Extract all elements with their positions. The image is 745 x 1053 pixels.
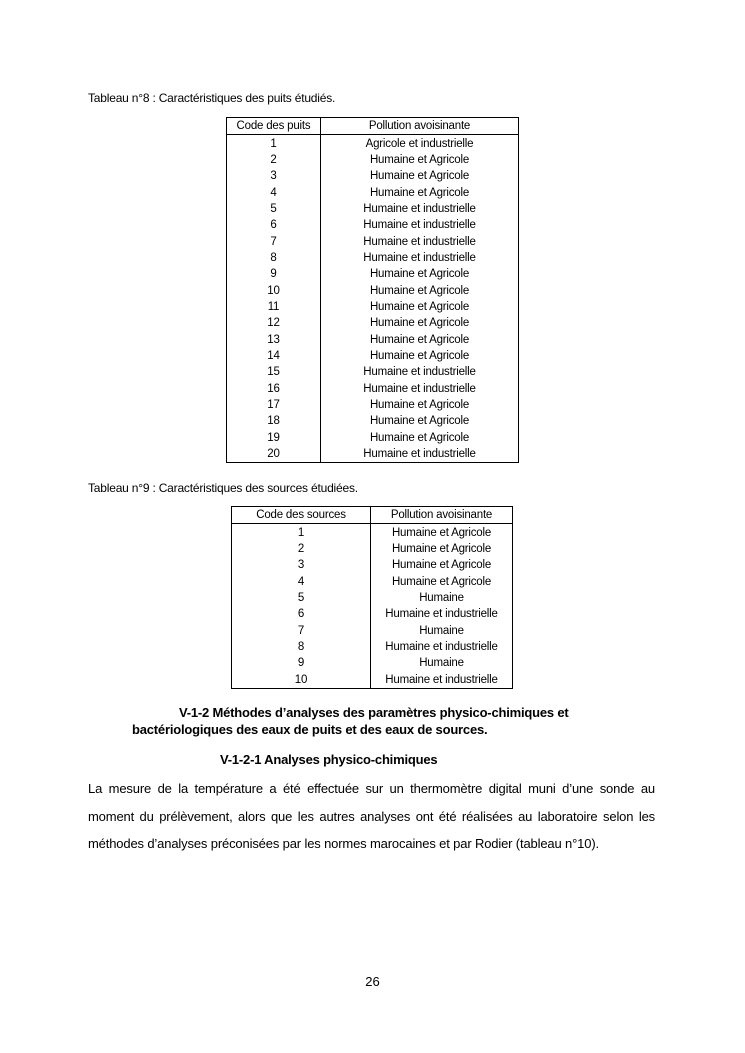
- cell-pollution: Humaine et industrielle: [321, 250, 519, 266]
- table-row: [227, 168, 519, 184]
- table-row: [227, 184, 519, 200]
- cell-code: 1: [232, 524, 371, 541]
- cell-code: 19: [227, 430, 321, 446]
- cell-code: 2: [232, 541, 371, 557]
- cell-code: 9: [232, 655, 371, 671]
- table-row: [232, 639, 513, 655]
- table-row: [227, 250, 519, 266]
- cell-code: 8: [227, 250, 321, 266]
- table-row: [227, 315, 519, 331]
- table-sources-characteristics: [231, 506, 513, 689]
- cell-pollution: Humaine: [371, 590, 513, 606]
- cell-code: 4: [232, 573, 371, 589]
- table-row: [227, 266, 519, 282]
- table-row: [232, 655, 513, 671]
- cell-pollution: Agricole et industrielle: [321, 135, 519, 152]
- table-header-row: [227, 118, 519, 135]
- cell-code: 5: [227, 201, 321, 217]
- cell-code: 18: [227, 413, 321, 429]
- table-row: [232, 524, 513, 541]
- table-row: [227, 430, 519, 446]
- table-row: [227, 364, 519, 380]
- cell-pollution: Humaine et industrielle: [321, 233, 519, 249]
- cell-pollution: Humaine et industrielle: [321, 201, 519, 217]
- cell-code: 7: [227, 233, 321, 249]
- cell-code: 10: [227, 282, 321, 298]
- cell-code: 15: [227, 364, 321, 380]
- column-header-pollution: Pollution avoisinante: [321, 118, 519, 135]
- cell-pollution: Humaine et Agricole: [321, 413, 519, 429]
- cell-code: 6: [232, 606, 371, 622]
- table-row: [232, 557, 513, 573]
- table9-caption: Tableau n°9 : Caractéristiques des sources étudiées.: [88, 481, 358, 495]
- column-header-code: Code des sources: [232, 507, 371, 524]
- cell-code: 3: [232, 557, 371, 573]
- cell-pollution: Humaine et Agricole: [321, 430, 519, 446]
- section-heading-line2: bactériologiques des eaux de puits et des eaux de sources.: [132, 722, 488, 737]
- body-paragraph: [88, 775, 655, 858]
- table-header-row: [232, 507, 513, 524]
- table-row: [232, 606, 513, 622]
- cell-pollution: Humaine et Agricole: [321, 152, 519, 168]
- table8-caption: Tableau n°8 : Caractéristiques des puits étudiés.: [88, 91, 336, 105]
- cell-pollution: Humaine et Agricole: [321, 266, 519, 282]
- cell-code: 20: [227, 446, 321, 463]
- paragraph-text: La mesure de la température a été effectuée sur un thermomètre digital muni d’une sonde au moment du prélèvement, alors que les autres analyses ont été réalisées au laboratoire selon les méthodes d’analyses préconisées par les normes marocaines et par Rodier (tableau n°10).: [88, 781, 655, 851]
- table-row: [227, 217, 519, 233]
- table-row: [227, 282, 519, 298]
- cell-pollution: Humaine et Agricole: [321, 184, 519, 200]
- cell-pollution: Humaine et industrielle: [321, 381, 519, 397]
- table-row: [227, 135, 519, 152]
- cell-code: 10: [232, 671, 371, 688]
- cell-pollution: Humaine: [371, 622, 513, 638]
- cell-code: 4: [227, 184, 321, 200]
- table-row: [227, 233, 519, 249]
- table-row: [227, 413, 519, 429]
- table-row: [227, 397, 519, 413]
- cell-pollution: Humaine et industrielle: [321, 217, 519, 233]
- cell-pollution: Humaine et Agricole: [371, 541, 513, 557]
- table-row: [232, 541, 513, 557]
- cell-code: 8: [232, 639, 371, 655]
- cell-pollution: Humaine et Agricole: [321, 348, 519, 364]
- cell-code: 2: [227, 152, 321, 168]
- cell-pollution: Humaine et Agricole: [371, 557, 513, 573]
- table-wells-characteristics: [226, 117, 519, 463]
- table-row: [227, 331, 519, 347]
- cell-pollution: Humaine et Agricole: [321, 315, 519, 331]
- cell-code: 11: [227, 299, 321, 315]
- cell-code: 13: [227, 331, 321, 347]
- cell-code: 1: [227, 135, 321, 152]
- table-row: [232, 573, 513, 589]
- cell-pollution: Humaine et Agricole: [371, 524, 513, 541]
- cell-code: 5: [232, 590, 371, 606]
- cell-pollution: Humaine et industrielle: [371, 639, 513, 655]
- cell-code: 3: [227, 168, 321, 184]
- cell-pollution: Humaine et Agricole: [321, 299, 519, 315]
- cell-code: 16: [227, 381, 321, 397]
- cell-code: 7: [232, 622, 371, 638]
- cell-code: 12: [227, 315, 321, 331]
- subsection-heading: V-1-2-1 Analyses physico-chimiques: [220, 752, 438, 767]
- page-number: 26: [365, 974, 380, 989]
- table-row: [227, 299, 519, 315]
- cell-pollution: Humaine et industrielle: [321, 446, 519, 463]
- table-row: [227, 381, 519, 397]
- column-header-pollution: Pollution avoisinante: [371, 507, 513, 524]
- cell-pollution: Humaine et industrielle: [321, 364, 519, 380]
- table-row: [232, 671, 513, 688]
- cell-code: 14: [227, 348, 321, 364]
- cell-pollution: Humaine et Agricole: [321, 397, 519, 413]
- cell-code: 6: [227, 217, 321, 233]
- table-row: [227, 348, 519, 364]
- cell-pollution: Humaine et industrielle: [371, 671, 513, 688]
- cell-code: 17: [227, 397, 321, 413]
- table-row: [227, 446, 519, 463]
- cell-pollution: Humaine et industrielle: [371, 606, 513, 622]
- cell-pollution: Humaine et Agricole: [321, 282, 519, 298]
- section-heading-line1: V-1-2 Méthodes d’analyses des paramètres physico-chimiques et: [179, 705, 569, 720]
- cell-pollution: Humaine et Agricole: [321, 168, 519, 184]
- table-row: [227, 152, 519, 168]
- cell-pollution: Humaine et Agricole: [371, 573, 513, 589]
- table-row: [227, 201, 519, 217]
- cell-code: 9: [227, 266, 321, 282]
- cell-pollution: Humaine: [371, 655, 513, 671]
- table-row: [232, 622, 513, 638]
- table-row: [232, 590, 513, 606]
- cell-pollution: Humaine et Agricole: [321, 331, 519, 347]
- column-header-code: Code des puits: [227, 118, 321, 135]
